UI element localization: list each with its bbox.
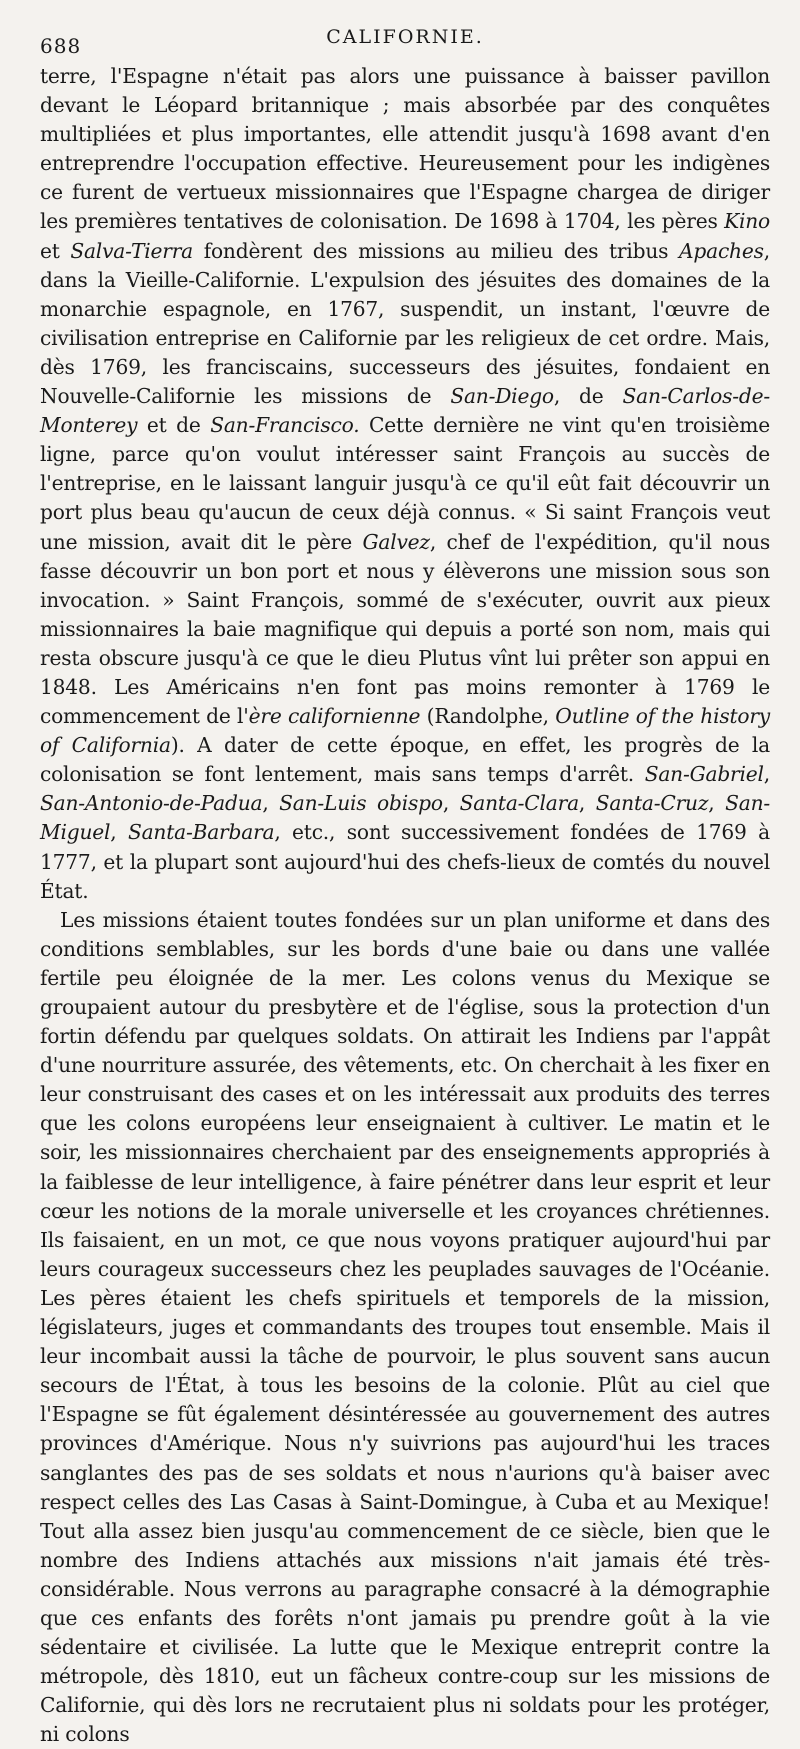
body-text	[40, 62, 770, 1749]
italic-text: Outline of the history of California	[40, 704, 771, 758]
italic-text: Apaches	[679, 238, 764, 263]
text-run: Les missions étaient toutes fondées sur un plan uniforme et dans des conditions semblables, sur les bords d'une baie ou dans une vallée fertile peu éloignée de la mer. Les colons venus du Mexique se groupaient autour du presbytère et de l'église, sous la protection d'un fortin défendu par quelques soldats. On attirait les Indiens par l'appât d'une nourriture assurée, des vêtements, etc. On cherchait à les fixer en leur construisant des cases et on les intéressait aux produits des terres que les colons européens leur enseignaient à cultiver. Le matin et le soir, les missionnaires cherchaient par des enseignements appropriés à la faiblesse de leur intelligence, à faire pénétrer dans leur esprit et leur cœur les notions de la morale universelle et les croyances chrétiennes. Ils faisaient, en un mot, ce que nous voyons pratiquer aujourd'hui par leurs courageux successeurs chez les peuplades sauvages de l'Océanie. Les pères étaient les chefs spirituels et temporels de la mission, législateurs, juges et commandants des troupes tout ensemble. Mais il leur incombait aussi la tâche de pourvoir, le plus souvent sans aucun secours de l'État, à tous les besoins de la colonie. Plût au ciel que l'Espagne se fût également désintéressée au gouvernement des autres provinces d'Amérique. Nous n'y suivrions pas aujourd'hui les traces sanglantes des pas de ses soldats et nous n'aurions qu'à baiser avec respect celles des Las Casas à Saint-Domingue, à Cuba et au Mexique! Tout alla assez bien jusqu'au commencement de ce siècle, bien que le nombre des Indiens attachés aux missions n'ait jamais été très-considérable. Nous verrons au paragraphe consacré à la démographie que ces enfants des forêts n'ont jamais pu prendre goût à la vie sédentaire et civilisée. La lutte que le Mexique entreprit contre la métropole, dès 1810, eut un fâcheux contre-coup sur les missions de Californie, qui dès lors ne recrutaient plus ni soldats pour les protéger, ni colons	[40, 907, 770, 1747]
text-run: Cette dernière ne vint qu'en troisième ligne, parce qu'on voulut intéresser saint François au succès de l'entreprise, en le laissant languir jusqu'à ce qu'il eût fait découvrir un port plus beau qu'aucun de ceux déjà connus. « Si saint François veut une mission, avait dit le père	[40, 413, 770, 554]
italic-text: San-Carlos-de-Monterey	[40, 384, 771, 438]
italic-text: San-Francisco.	[210, 413, 360, 438]
italic-text: San-Luis obispo	[279, 791, 443, 816]
text-run: fondèrent des missions au milieu des tribus	[193, 238, 680, 263]
text-run: , chef de l'expédition, qu'il nous fasse découvrir un bon port et nous y élèverons une mission sous son invocation. » Saint François, sommé de s'exécuter, ouvrit aux pieux missionnaires la baie magnifique qui depuis a porté son nom, mais qui resta obscure jusqu'à ce que le dieu Plutus vînt lui prêter son appui en 1848. Les Américains n'en font pas moins remonter à 1769 le commencement de l'	[40, 529, 770, 729]
italic-text: Santa-Cruz	[595, 791, 709, 816]
text-run: ,	[578, 791, 596, 816]
italic-text: Kino	[724, 209, 770, 234]
text-run: et de	[137, 413, 211, 438]
italic-text: San-Miguel	[40, 791, 770, 845]
italic-text: San-Diego	[450, 384, 554, 409]
text-run: ). A dater de cette époque, en effet, les progrès de la colonisation se font lentement, mais sans temps d'arrêt.	[40, 733, 771, 787]
italic-text: Salva-Tierra	[70, 238, 194, 263]
running-title: CALIFORNIE.	[326, 26, 484, 48]
text-run: , etc., sont successivement fondées de 1769 à 1777, et la plupart sont aujourd'hui des chefs-lieux de comtés du nouvel État.	[40, 820, 770, 903]
text-run: ,	[708, 791, 726, 816]
paragraph-1	[40, 62, 770, 906]
text-run: terre, l'Espagne n'était pas alors une puissance à baisser pavillon devant le Léopard britannique ; mais absorbée par des conquêtes multipliées et plus importantes, elle attendit jusqu'à 1698 avant d'en entreprendre l'occupation effective. Heureusement pour les indigènes ce furent de vertueux missionnaires que l'Espagne chargea de diriger les premières tentatives de colonisation. De 1698 à 1704, les pères	[40, 64, 770, 234]
text-run: ,	[442, 791, 460, 816]
text-run: , de	[553, 384, 623, 409]
text-run: et	[40, 238, 71, 263]
page-number: 688	[40, 34, 82, 58]
text-run: ,	[110, 820, 128, 845]
italic-text: San-Gabriel	[644, 762, 764, 787]
paragraph-2	[40, 906, 770, 1749]
text-run: , dans la Vieille-Californie. L'expulsion des jésuites des domaines de la monarchie espagnole, en 1767, suspendit, un instant, l'œuvre de civilisation entreprise en Californie par les religieux de cet ordre. Mais, dès 1769, les franciscains, successeurs des jésuites, fondaient en Nouvelle-Californie les missions de	[40, 238, 770, 409]
italic-text: ère californienne	[248, 704, 421, 729]
italic-text: Santa-Barbara	[127, 820, 275, 845]
running-head	[40, 22, 770, 62]
text-run: (Randolphe,	[420, 704, 556, 729]
text-run: ,	[763, 762, 770, 787]
italic-text: Galvez	[362, 529, 430, 554]
italic-text: San-Antonio-de-Padua	[40, 791, 263, 816]
italic-text: Santa-Clara	[459, 791, 579, 816]
text-run: ,	[262, 791, 280, 816]
